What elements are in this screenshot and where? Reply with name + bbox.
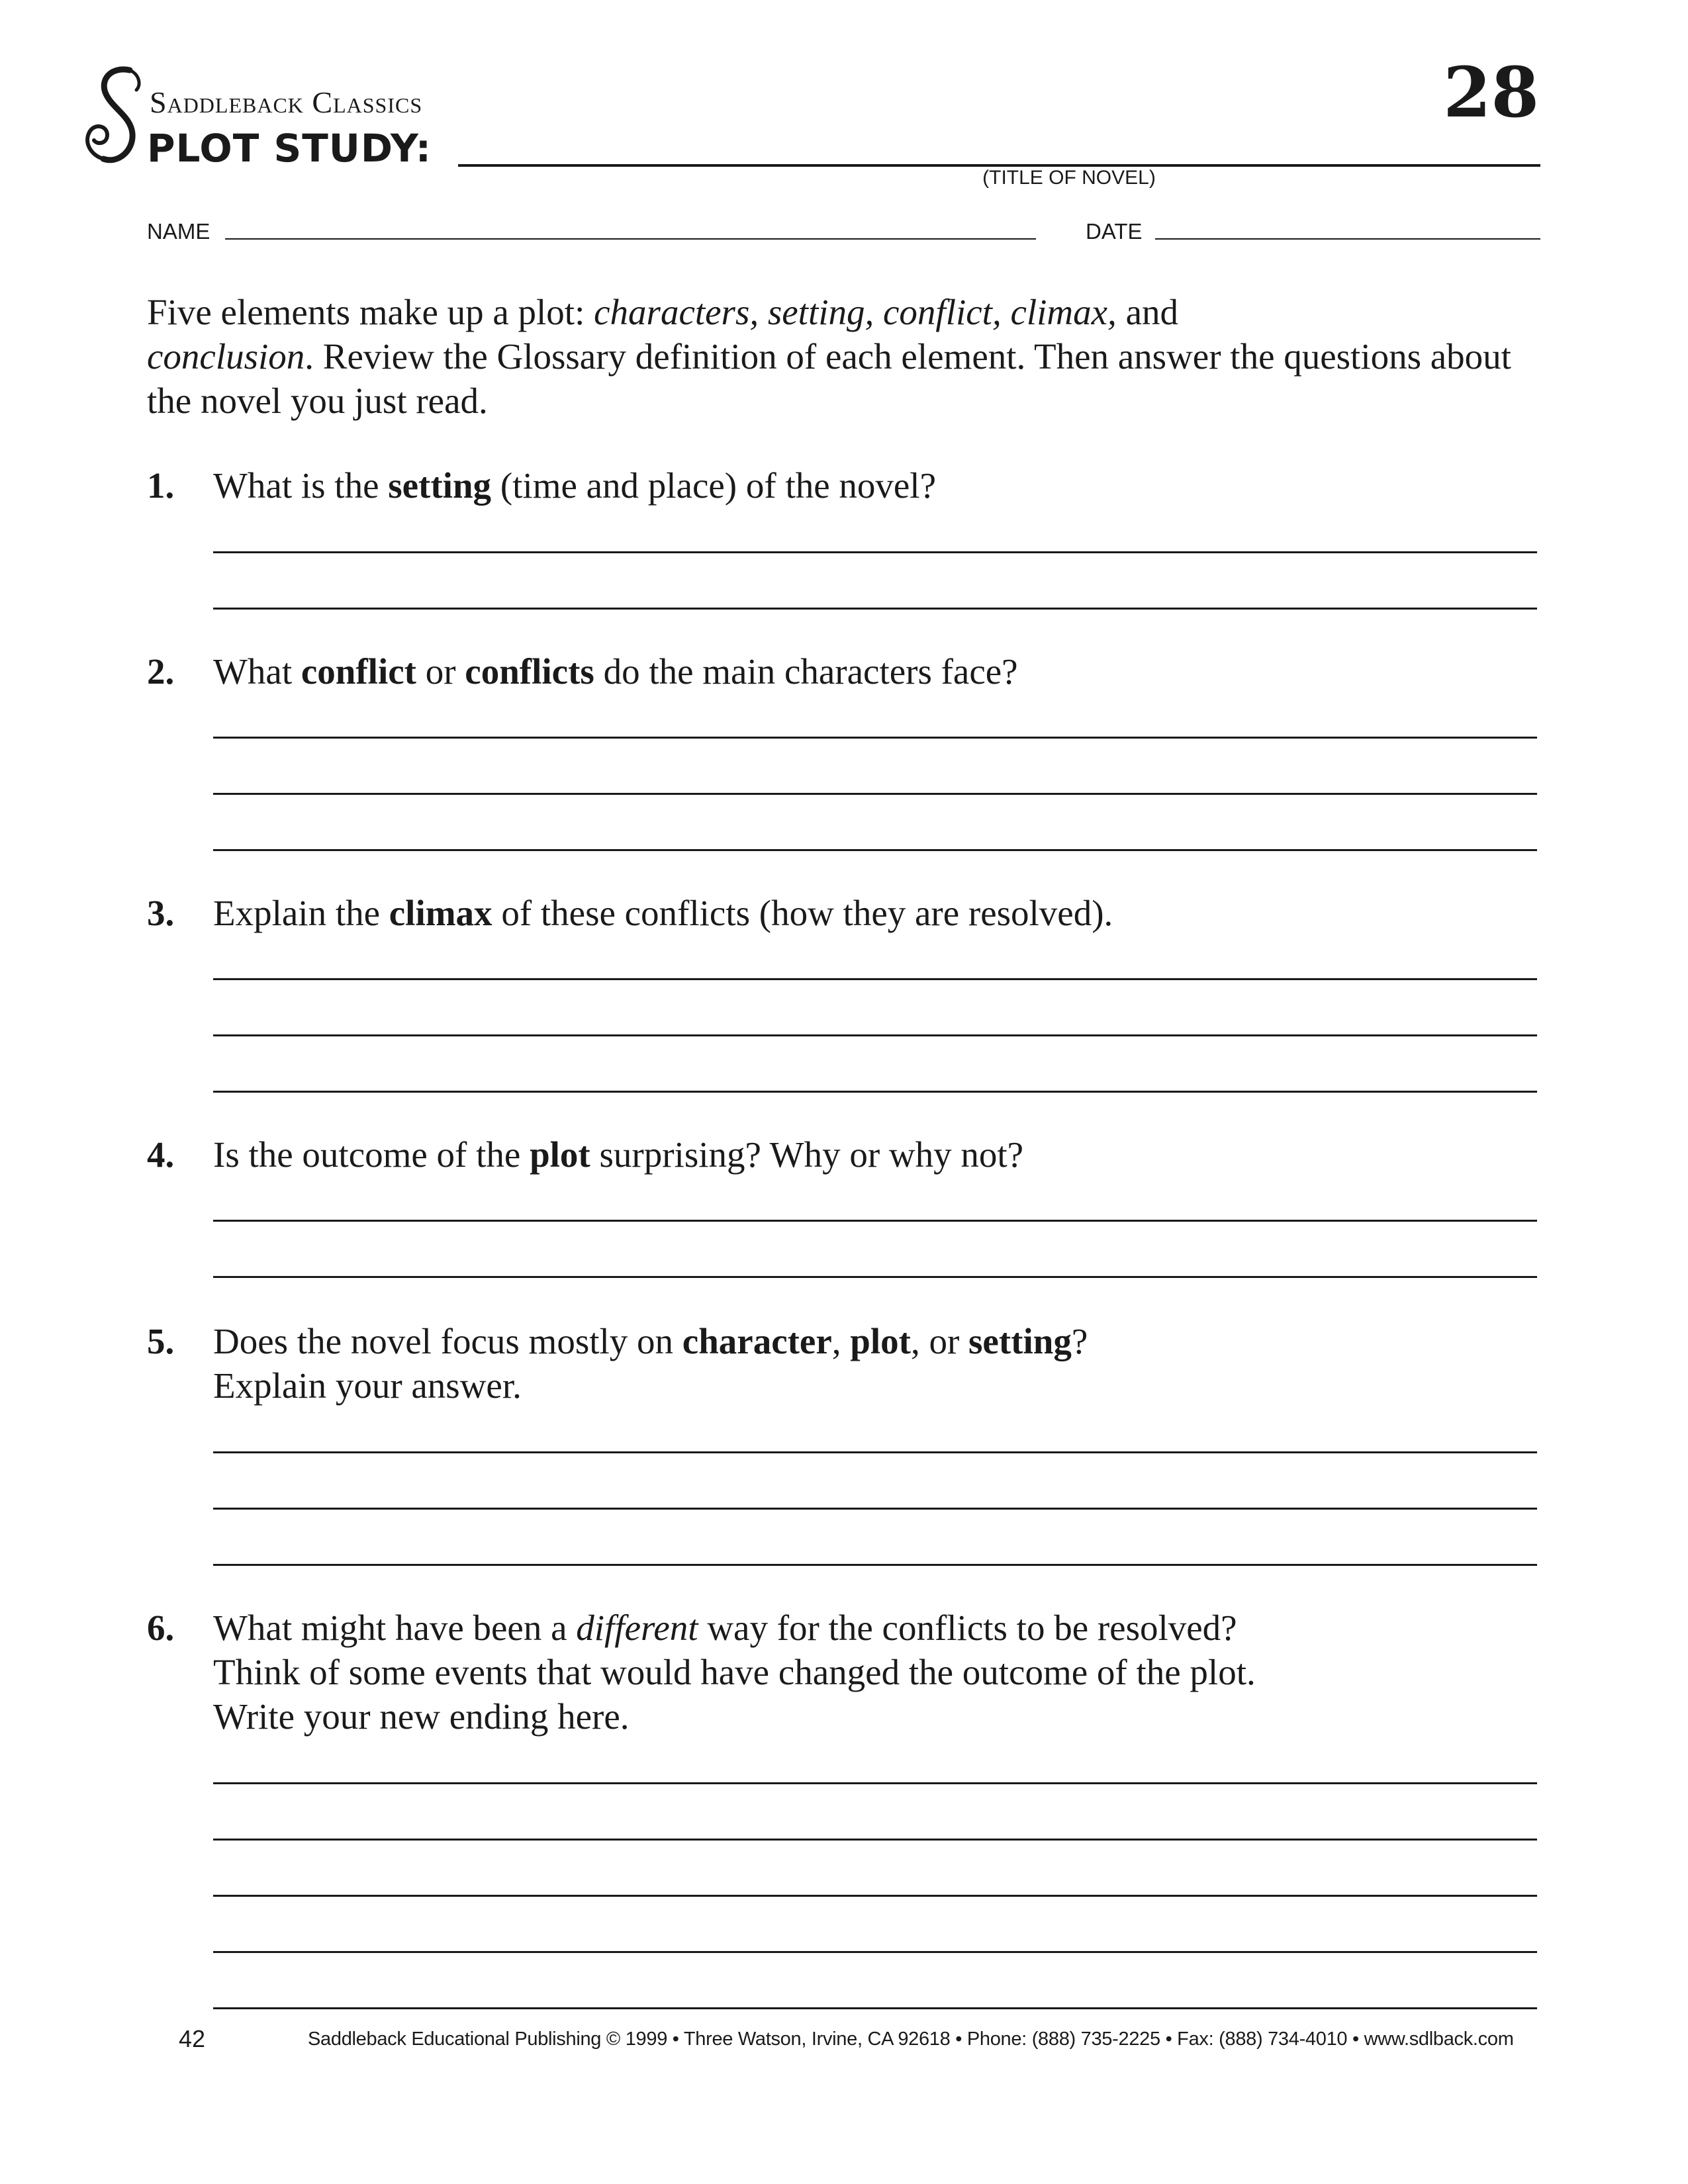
name-label: NAME	[147, 219, 211, 244]
question-number: 4.	[147, 1134, 175, 1175]
date-field[interactable]	[1155, 238, 1540, 240]
question-4-text: Is the outcome of the plot surprising? Why or why not?	[213, 1134, 1024, 1175]
answer-line[interactable]	[213, 1895, 1537, 1897]
answer-line[interactable]	[213, 608, 1537, 610]
brand-name: Saddleback Classics	[150, 85, 423, 119]
question-5-text: Does the novel focus mostly on character, plot, or setting? Explain your answer.	[213, 1321, 1088, 1406]
answer-line[interactable]	[213, 978, 1537, 980]
date-label: DATE	[1086, 219, 1143, 244]
question-2-text: What conflict or conflicts do the main characters face?	[213, 651, 1018, 692]
name-field[interactable]	[225, 238, 1036, 240]
answer-line[interactable]	[213, 1091, 1537, 1093]
question-1-text: What is the setting (time and place) of the novel?	[213, 465, 936, 506]
answer-line[interactable]	[213, 793, 1537, 795]
answer-line[interactable]	[213, 1034, 1537, 1036]
answer-line[interactable]	[213, 1951, 1537, 1953]
publisher-info: Saddleback Educational Publishing © 1999 • Three Watson, Irvine, CA 92618 • Phone: (888) 735-2225 • Fax: (888) 734-4010 • www.sdlback.com	[308, 2028, 1514, 2050]
question-number: 2.	[147, 651, 175, 692]
answer-line[interactable]	[213, 737, 1537, 739]
question-number: 3.	[147, 893, 175, 933]
answer-line[interactable]	[213, 1451, 1537, 1453]
question-number: 1.	[147, 465, 175, 506]
answer-line[interactable]	[213, 849, 1537, 851]
answer-line[interactable]	[213, 551, 1537, 553]
worksheet-number: 28	[1443, 52, 1539, 133]
answer-line[interactable]	[213, 1564, 1537, 1566]
question-number: 6.	[147, 1608, 175, 1648]
novel-title-caption: (TITLE OF NOVEL)	[982, 167, 1156, 189]
answer-line[interactable]	[213, 1782, 1537, 1784]
instructions: Five elements make up a plot: characters, setting, conflict, climax, and conclusion. Review the Glossary definition of each element. Then answer the questions about the novel you just read.	[147, 292, 1511, 421]
saddleback-logo-icon	[78, 65, 158, 174]
answer-line[interactable]	[213, 1508, 1537, 1510]
answer-line[interactable]	[213, 1220, 1537, 1222]
question-6-text: What might have been a different way for the conflicts to be resolved? Think of some events that would have changed the outcome of the plot. Write your new ending here.	[213, 1608, 1256, 1737]
page-number: 42	[179, 2025, 206, 2052]
question-3-text: Explain the climax of these conflicts (how they are resolved).	[213, 893, 1113, 933]
question-number: 5.	[147, 1321, 175, 1361]
answer-line[interactable]	[213, 1276, 1537, 1278]
answer-line[interactable]	[213, 1839, 1537, 1841]
answer-line[interactable]	[213, 2007, 1537, 2009]
worksheet-title: PLOT STUDY:	[147, 126, 432, 171]
